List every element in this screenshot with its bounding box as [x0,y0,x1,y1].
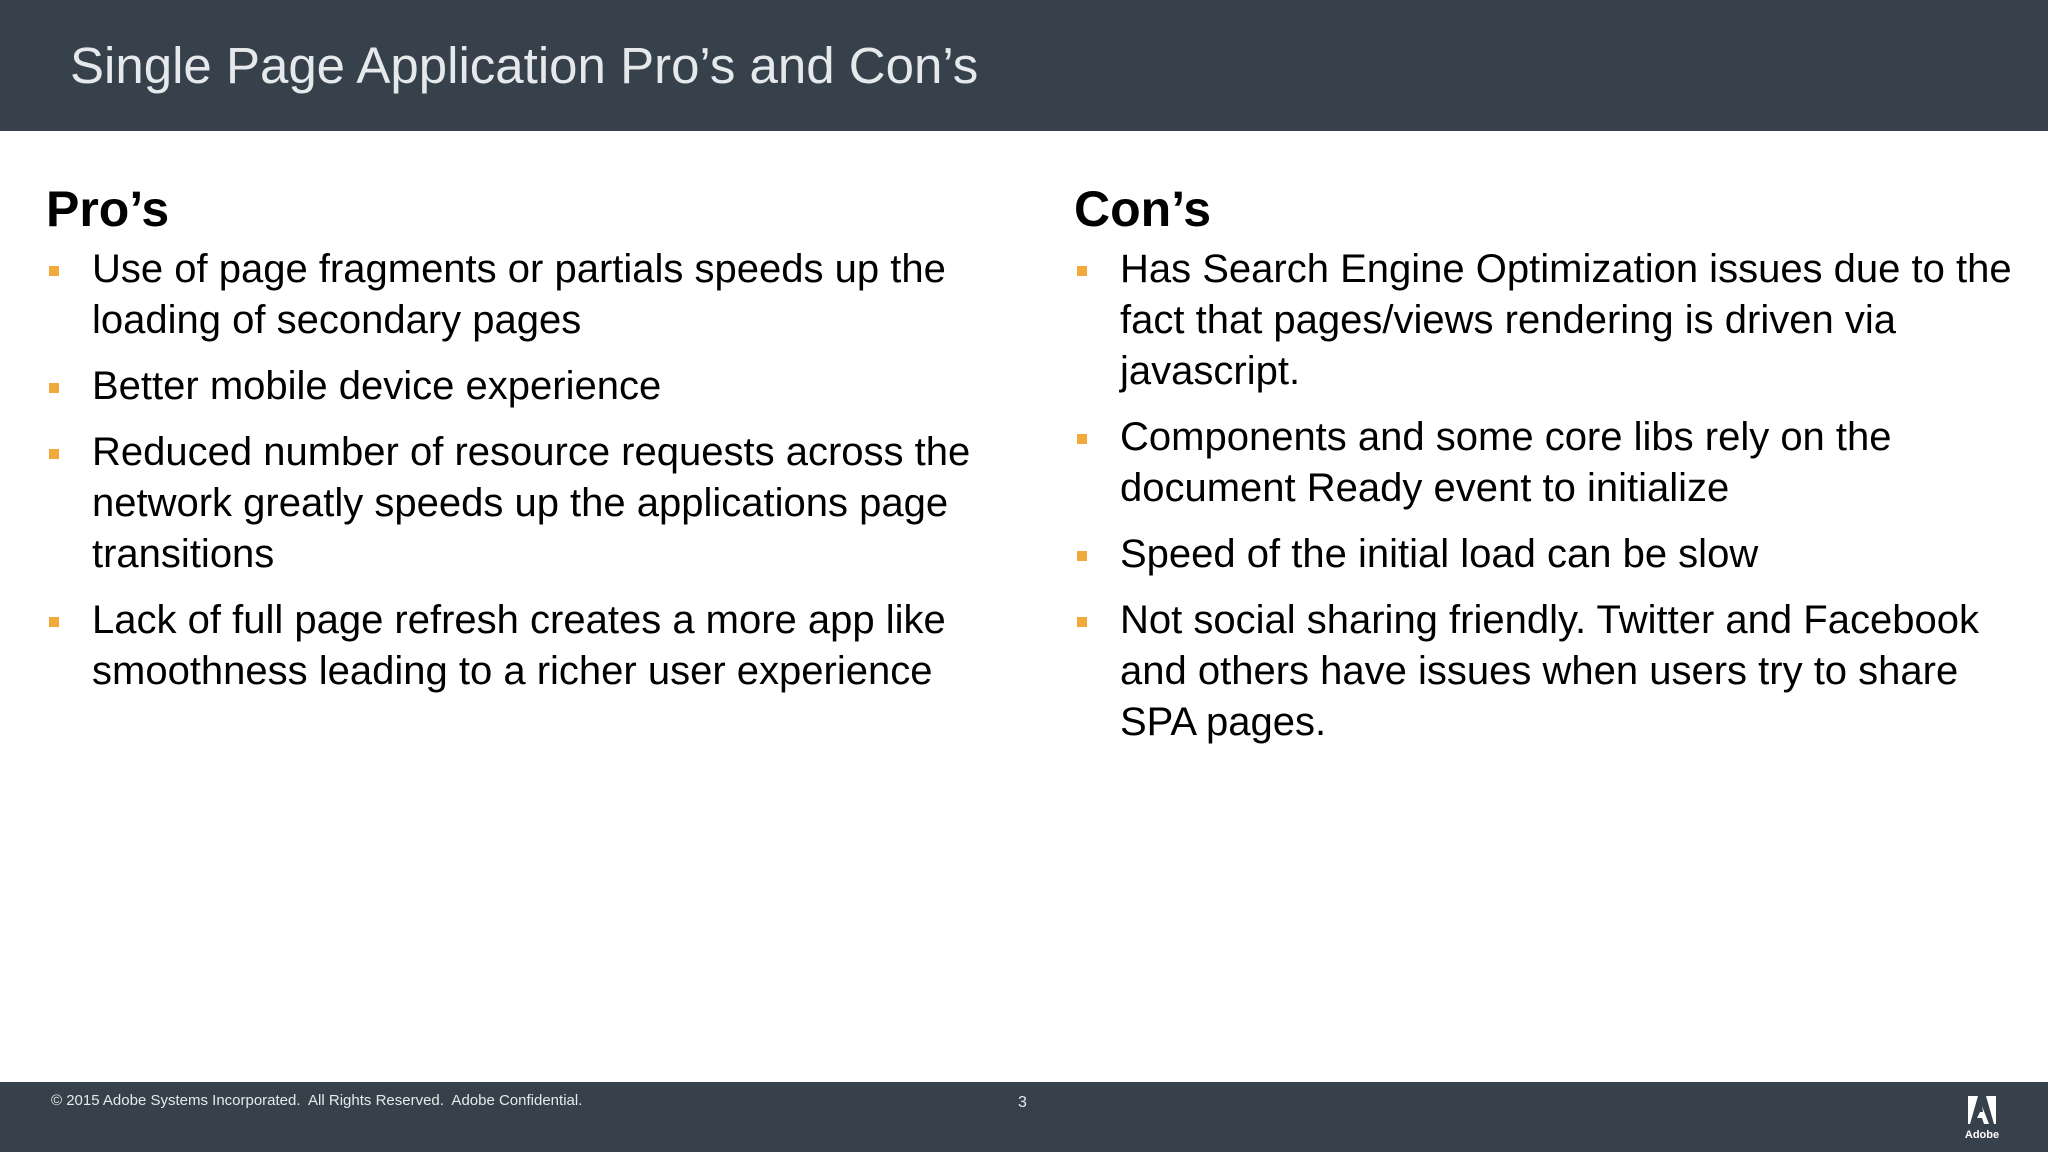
adobe-logo-icon [1960,1094,2004,1144]
square-bullet-icon [1077,266,1087,276]
cons-item-text: Components and some core libs rely on the document Ready event to initialize [1120,415,1892,510]
cons-item-text: Speed of the initial load can be slow [1120,532,1759,576]
header-bar [0,0,2048,131]
pros-list [46,244,1006,697]
cons-item [1074,412,2034,514]
pros-item-text: Use of page fragments or partials speeds up the loading of secondary pages [92,247,946,342]
square-bullet-icon [49,266,59,276]
square-bullet-icon [1077,551,1087,561]
cons-column [1074,180,2034,763]
cons-item-text: Not social sharing friendly. Twitter and Facebook and others have issues when users try to share SPA pages. [1120,598,1979,744]
pros-item-text: Lack of full page refresh creates a more app like smoothness leading to a richer user experience [92,598,946,693]
square-bullet-icon [49,449,59,459]
pros-item-text: Better mobile device experience [92,364,662,408]
pros-item-text: Reduced number of resource requests across the network greatly speeds up the applications page transitions [92,430,971,576]
pros-item [46,361,1006,412]
pros-item [46,595,1006,697]
cons-list [1074,244,2034,748]
cons-heading: Con’s [1074,181,1212,237]
pros-item [46,244,1006,346]
pros-item [46,427,1006,580]
cons-item [1074,595,2034,748]
pros-column [46,180,1006,712]
cons-item-text: Has Search Engine Optimization issues due to the fact that pages/views rendering is driven via javascript. [1120,247,2012,393]
square-bullet-icon [49,383,59,393]
cons-item [1074,529,2034,580]
adobe-wordmark: Adobe [1964,1129,2000,1141]
slide-title: Single Page Application Pro’s and Con’s [70,37,979,94]
square-bullet-icon [1077,434,1087,444]
footer-bar [0,1082,2048,1152]
pros-heading: Pro’s [46,181,170,237]
page-number: 3 [1018,1094,1027,1111]
adobe-logo-mark [1960,1094,2004,1128]
cons-item [1074,244,2034,397]
square-bullet-icon [1077,617,1087,627]
footer-copyright: © 2015 Adobe Systems Incorporated. All Rights Reserved. Adobe Confidential. [51,1092,583,1109]
square-bullet-icon [49,617,59,627]
